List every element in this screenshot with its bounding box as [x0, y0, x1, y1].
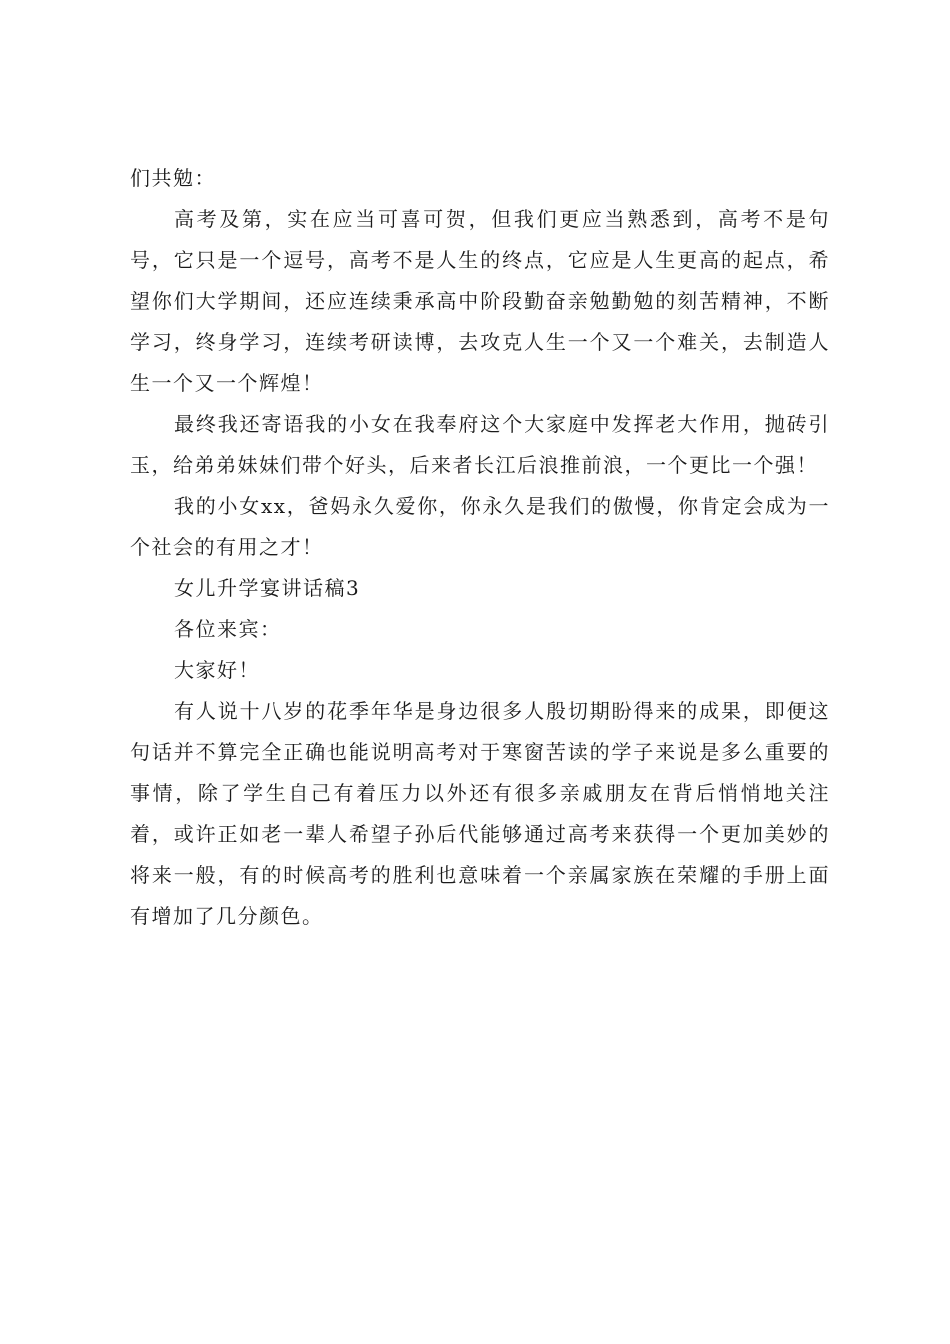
paragraph-gaokao-comma: 高考及第，实在应当可喜可贺，但我们更应当熟悉到，高考不是句号，它只是一个逗号，高考不是人生的终点，它应是人生更高的起点，希望你们大学期间，还应连续秉承高中阶段勤奋亲勉勤勉的刻苦精神，不断学习，终身学习，连续考研读博，去攻克人生一个又一个难关，去制造人生一个又一个辉煌！	[130, 207, 830, 395]
paragraph-eighteen-years: 有人说十八岁的花季年华是身边很多人殷切期盼得来的成果，即便这句话并不算完全正确也能说明高考对于寒窗苦读的学子来说是多么重要的事情，除了学生自己有着压力以外还有很多亲戚朋友在背后悄悄地关注着，或许正如老一辈人希望子孙后代能够通过高考来获得一个更加美妙的将来一般，有的时候高考的胜利也意味着一个亲属家族在荣耀的手册上面有增加了几分颜色。	[130, 699, 830, 928]
section-heading: 女儿升学宴讲话稿3	[174, 576, 361, 600]
document-body	[130, 158, 830, 937]
paragraph-love-daughter: 我的小女xx，爸妈永久爱你，你永久是我们的傲慢，你肯定会成为一个社会的有用之才！	[130, 494, 830, 559]
salutation-guests: 各位来宾：	[174, 617, 282, 641]
paragraph-eldest-daughter: 最终我还寄语我的小女在我奉府这个大家庭中发挥老大作用，抛砖引玉，给弟弟妹妹们带个好头，后来者长江后浪推前浪，一个更比一个强！	[130, 412, 830, 477]
greeting: 大家好！	[174, 658, 260, 682]
paragraph-continuation: 们共勉：	[130, 166, 216, 190]
